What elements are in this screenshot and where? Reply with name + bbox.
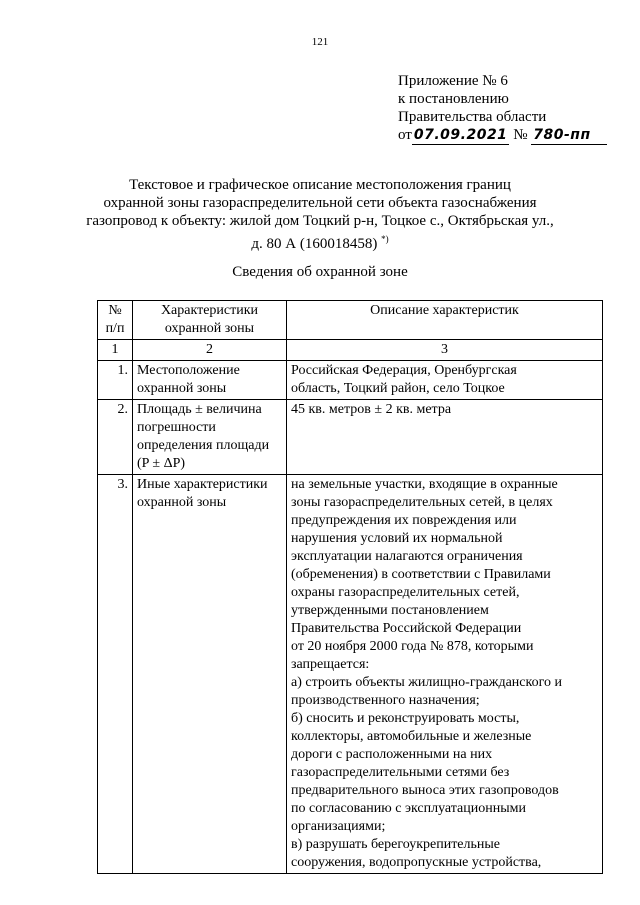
cell-line: погрешности <box>137 420 216 435</box>
column-number-2: 2 <box>133 340 287 361</box>
header-cell-number <box>98 301 133 340</box>
row-description <box>287 400 603 475</box>
header-number-line-1: № <box>108 303 122 318</box>
cell-line: организациями; <box>291 819 386 834</box>
row-description <box>287 475 603 874</box>
column-number-1: 1 <box>98 340 133 361</box>
column-number-row <box>98 340 603 361</box>
title-line-3: газопровод к объекту: жилой дом Тоцкий р-н, Тоцкое с., Октябрьская ул., <box>86 213 554 229</box>
cell-line: нарушения условий их нормальной <box>291 531 503 546</box>
cell-line: запрещается: <box>291 657 370 672</box>
cell-line: предварительного выноса этих газопроводов <box>291 783 559 798</box>
table-row <box>98 400 603 475</box>
handwritten-date: 07.09.2021 <box>413 127 508 143</box>
number-prefix: № <box>513 127 528 143</box>
date-prefix: от <box>398 127 412 143</box>
handwritten-number: 780-пп <box>531 126 607 145</box>
row-description <box>287 361 603 400</box>
cell-line: Местоположение <box>137 363 240 378</box>
cell-line: эксплуатации налагаются ограничения <box>291 549 523 564</box>
appendix-date-line <box>398 126 607 145</box>
header-characteristics-line-2: охранной зоны <box>164 321 255 336</box>
title-line-4 <box>60 230 580 253</box>
cell-line: а) строить объекты жилищно-гражданского и <box>291 675 562 690</box>
footnote-mark: *) <box>381 234 389 244</box>
cell-line: дороги с расположенными на них <box>291 747 493 762</box>
table-row <box>98 361 603 400</box>
cell-line: определения площади <box>137 438 270 453</box>
cell-line: на земельные участки, входящие в охранные <box>291 477 558 492</box>
cell-line: Российская Федерация, Оренбургская <box>291 363 517 378</box>
cell-line: утвержденными постановлением <box>291 603 489 618</box>
header-cell-description: Описание характеристик <box>287 301 603 340</box>
column-number-3: 3 <box>287 340 603 361</box>
cell-line: охраны газораспределительных сетей, <box>291 585 520 600</box>
title-line-2: охранной зоны газораспределительной сети объекта газоснабжения <box>103 195 537 211</box>
title-line-1: Текстовое и графическое описание местоположения границ <box>129 177 511 193</box>
header-characteristics-line-1: Характеристики <box>160 303 259 318</box>
row-characteristic <box>133 400 287 475</box>
cell-line: Правительства Российской Федерации <box>291 621 522 636</box>
section-subtitle: Сведения об охранной зоне <box>232 264 408 280</box>
cell-line: область, Тоцкий район, село Тоцкое <box>291 381 505 396</box>
appendix-line-2: к постановлению <box>398 91 509 107</box>
cell-line: от 20 ноября 2000 года № 878, которыми <box>291 639 534 654</box>
appendix-line-3: Правительства области <box>398 109 547 125</box>
cell-line: коллекторы, автомобильные и железные <box>291 729 532 744</box>
appendix-line-1: Приложение № 6 <box>398 73 508 89</box>
row-characteristic <box>133 475 287 874</box>
cell-line: (обременения) в соответствии с Правилами <box>291 567 551 582</box>
row-characteristic <box>133 361 287 400</box>
cell-line: Иные характеристики <box>137 477 268 492</box>
header-cell-characteristics <box>133 301 287 340</box>
cell-line: охранной зоны <box>137 495 227 510</box>
header-number-line-2: п/п <box>105 321 125 336</box>
row-number: 2. <box>98 400 133 475</box>
cell-line: (P ± ΔP) <box>137 456 186 471</box>
cell-line: Площадь ± величина <box>137 402 262 417</box>
cell-line: сооружения, водопропускные устройства, <box>291 855 542 870</box>
document-title <box>60 176 580 253</box>
table-row <box>98 475 603 874</box>
table-header-row <box>98 301 603 340</box>
cell-line: по согласованию с эксплуатационными <box>291 801 526 816</box>
cell-line: производственного назначения; <box>291 693 480 708</box>
protection-zone-table <box>97 300 603 874</box>
cell-line: газораспределительными сетями без <box>291 765 510 780</box>
cell-line: зоны газораспределительных сетей, в целях <box>291 495 553 510</box>
cell-line: в) разрушать берегоукрепительные <box>291 837 501 852</box>
cell-line: охранной зоны <box>137 381 227 396</box>
title-line-4-text: д. 80 А (160018458) <box>251 236 378 252</box>
page-number: 121 <box>311 36 329 48</box>
cell-line: б) сносить и реконструировать мосты, <box>291 711 520 726</box>
appendix-block <box>398 72 607 145</box>
row-number: 3. <box>98 475 133 874</box>
cell-line: 45 кв. метров ± 2 кв. метра <box>291 402 452 417</box>
row-number: 1. <box>98 361 133 400</box>
cell-line: предупреждения их повреждения или <box>291 513 517 528</box>
